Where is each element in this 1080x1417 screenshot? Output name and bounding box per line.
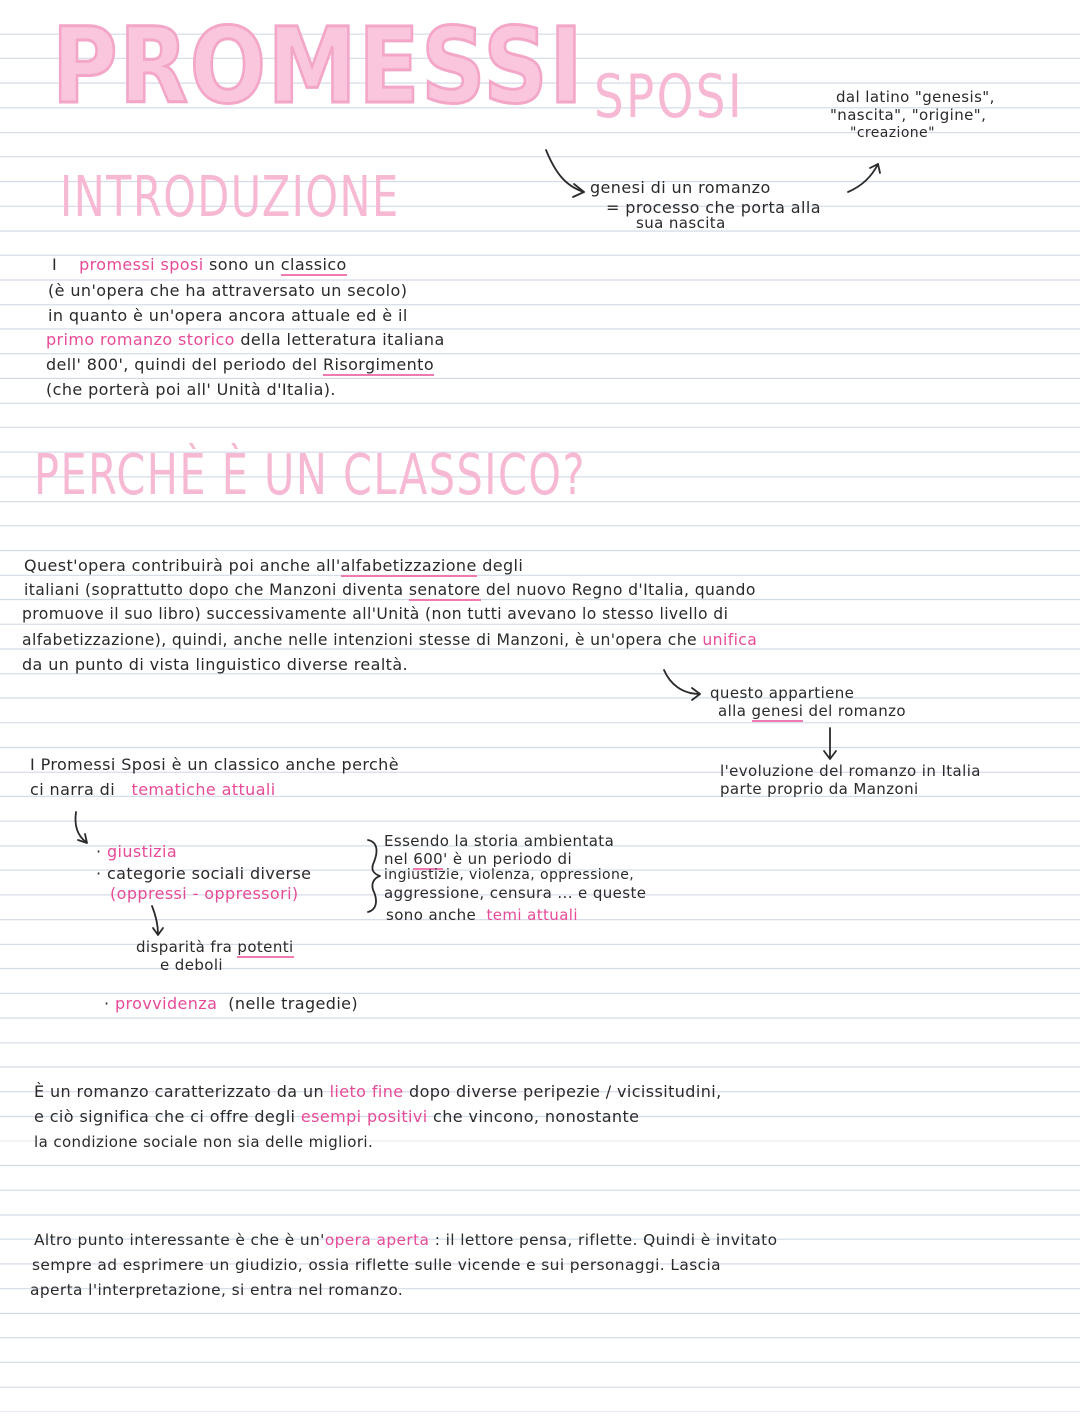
etymology-line-2: "nascita", "origine", (830, 106, 987, 124)
genesis-line-1: genesi di un romanzo (590, 178, 771, 197)
classic-text: degli (482, 556, 524, 575)
keyword-600: 600 (413, 850, 444, 868)
side-note-line-4: parte proprio da Manzoni (720, 780, 919, 798)
list-item-label: giustizia (106, 842, 178, 861)
classic-text: È un romanzo caratterizzato da un (34, 1082, 325, 1101)
genesis-line-2: = processo che porta alla (606, 198, 821, 217)
arrow-list-start (75, 812, 86, 842)
brace-note-text: nel (384, 850, 409, 868)
highlight-lieto-fine: lieto fine (329, 1082, 404, 1101)
classic-p4-line-1 (34, 1228, 777, 1252)
arrowhead-side-note-down (824, 751, 836, 759)
list-item-giustizia: · giustizia (96, 842, 178, 861)
intro-line-1 (52, 253, 347, 277)
classic-p4-line-2: sempre ad esprimere un giudizio, ossia riflette sulle vicende e sui personaggi. Lascia (32, 1256, 721, 1274)
list-item-label: provvidenza (114, 994, 218, 1013)
section-heading-intro: INTRODUZIONE (60, 165, 400, 230)
classic-text: che vincono, nonostante (433, 1107, 640, 1126)
arrowhead-title-to-genesis (573, 184, 584, 197)
etymology-line-3: "creazione" (850, 125, 935, 141)
highlight-temi-attuali: temi attuali (486, 906, 578, 924)
keyword-classico: classico (280, 255, 347, 274)
intro-line-4 (46, 328, 445, 352)
side-note-text: alla (718, 702, 747, 720)
arrowhead-list-start (78, 834, 87, 843)
highlight-promessi-sposi: promessi sposi (79, 255, 204, 274)
classic-text: dopo diverse peripezie / vicissitudini, (409, 1082, 722, 1101)
side-note-line-3: l'evoluzione del romanzo in Italia (720, 762, 981, 780)
arrowhead-unifica-to-side-note (692, 688, 700, 700)
intro-line-6: (che porterà poi all' Unità d'Italia). (46, 380, 336, 399)
brace-note-line-1: Essendo la storia ambientata (384, 832, 615, 850)
intro-text: I (52, 255, 58, 274)
classic-p3-line-2 (34, 1105, 639, 1129)
classic-p1-line-5: da un punto di vista linguistico diverse realtà. (22, 655, 409, 674)
classic-p2-line-2 (30, 778, 276, 802)
classic-text: alfabetizzazione), quindi, anche nelle intenzioni stesse di Manzoni, è un'opera che (22, 631, 698, 649)
arrow-unifica-to-side-note (664, 670, 700, 694)
keyword-genesi: genesi (751, 702, 804, 720)
list-item-oppressi: (oppressi - oppressori) (110, 884, 299, 903)
highlight-esempi-positivi: esempi positivi (300, 1107, 428, 1126)
arrowhead-genesis-to-etymology (870, 164, 880, 173)
genesis-line-3: sua nascita (636, 214, 726, 232)
classic-text: Altro punto interessante è che è un' (34, 1231, 325, 1249)
highlight-unifica: unifica (702, 631, 758, 649)
arrow-to-subnote (152, 906, 158, 934)
classic-text: del nuovo Regno d'Italia, quando (485, 581, 756, 599)
keyword-senatore: senatore (408, 581, 481, 599)
intro-line-3: in quanto è un'opera ancora attuale ed è il (48, 306, 408, 325)
brace-note-line-4: aggressione, censura ... e queste (384, 884, 647, 902)
intro-line-5 (46, 353, 434, 377)
list-item-note: (nelle tragedie) (228, 994, 359, 1013)
list-item-categorie: · categorie sociali diverse (96, 864, 312, 883)
classic-p1-line-4 (22, 628, 757, 652)
arrowhead-to-subnote (153, 928, 163, 935)
classic-p1-line-2 (24, 578, 756, 602)
classic-p1-line-1 (24, 554, 523, 578)
list-item-label: categorie sociali diverse (106, 864, 312, 883)
brace-note-text: sono anche (386, 906, 477, 924)
side-note-line-2 (718, 702, 906, 720)
brace-note-text: ' è un periodo di (443, 850, 573, 868)
classic-text: ci narra di (30, 780, 116, 799)
classic-p2-line-1: I Promessi Sposi è un classico anche perchè (30, 755, 399, 774)
highlight-tematiche-attuali: tematiche attuali (131, 780, 276, 799)
keyword-risorgimento: Risorgimento (322, 355, 435, 374)
highlight-primo-romanzo: primo romanzo storico (46, 330, 235, 349)
classic-text: Quest'opera contribuirà poi anche all' (24, 556, 341, 575)
page-title: PROMESSI (52, 5, 585, 127)
list-item-provvidenza: · provvidenza (nelle tragedie) (104, 994, 359, 1013)
brace-note-line-5 (386, 906, 578, 924)
list-subnote-line-1 (136, 938, 294, 956)
classic-p3-line-1 (34, 1080, 722, 1104)
classic-text: : il lettore pensa, riflette. Quindi è invitato (434, 1231, 778, 1249)
side-note-line-1: questo appartiene (710, 684, 855, 702)
brace-right (368, 840, 380, 912)
classic-text: italiani (soprattutto dopo che Manzoni diventa (24, 581, 404, 599)
arrow-title-to-genesis (546, 150, 584, 192)
classic-text: e ciò significa che ci offre degli (34, 1107, 296, 1126)
keyword-potenti: potenti (237, 938, 294, 956)
side-note-text: del romanzo (808, 702, 907, 720)
keyword-alfabetizzazione: alfabetizzazione (340, 556, 477, 575)
section-heading-classic: PERCHÈ È UN CLASSICO? (34, 443, 586, 508)
subnote-text: disparità fra (136, 938, 233, 956)
classic-p4-line-3: aperta l'interpretazione, si entra nel romanzo. (30, 1281, 404, 1299)
intro-text: sono un (209, 255, 276, 274)
intro-line-2: (è un'opera che ha attraversato un secolo) (48, 281, 408, 300)
brace-note-line-3: ingiustizie, violenza, oppressione, (384, 867, 635, 883)
page-subtitle: SPOSI (594, 62, 744, 132)
arrow-genesis-to-etymology (848, 164, 878, 192)
etymology-line-1: dal latino "genesis", (836, 88, 995, 106)
intro-text: della letteratura italiana (240, 330, 445, 349)
classic-p3-line-3: la condizione sociale non sia delle migliori. (34, 1133, 374, 1151)
highlight-opera-aperta: opera aperta (324, 1231, 430, 1249)
list-subnote-line-2: e deboli (160, 956, 223, 974)
intro-text: dell' 800', quindi del periodo del (46, 355, 318, 374)
classic-p1-line-3: promuove il suo libro) successivamente all'Unità (non tutti avevano lo stesso livello di (22, 605, 729, 623)
